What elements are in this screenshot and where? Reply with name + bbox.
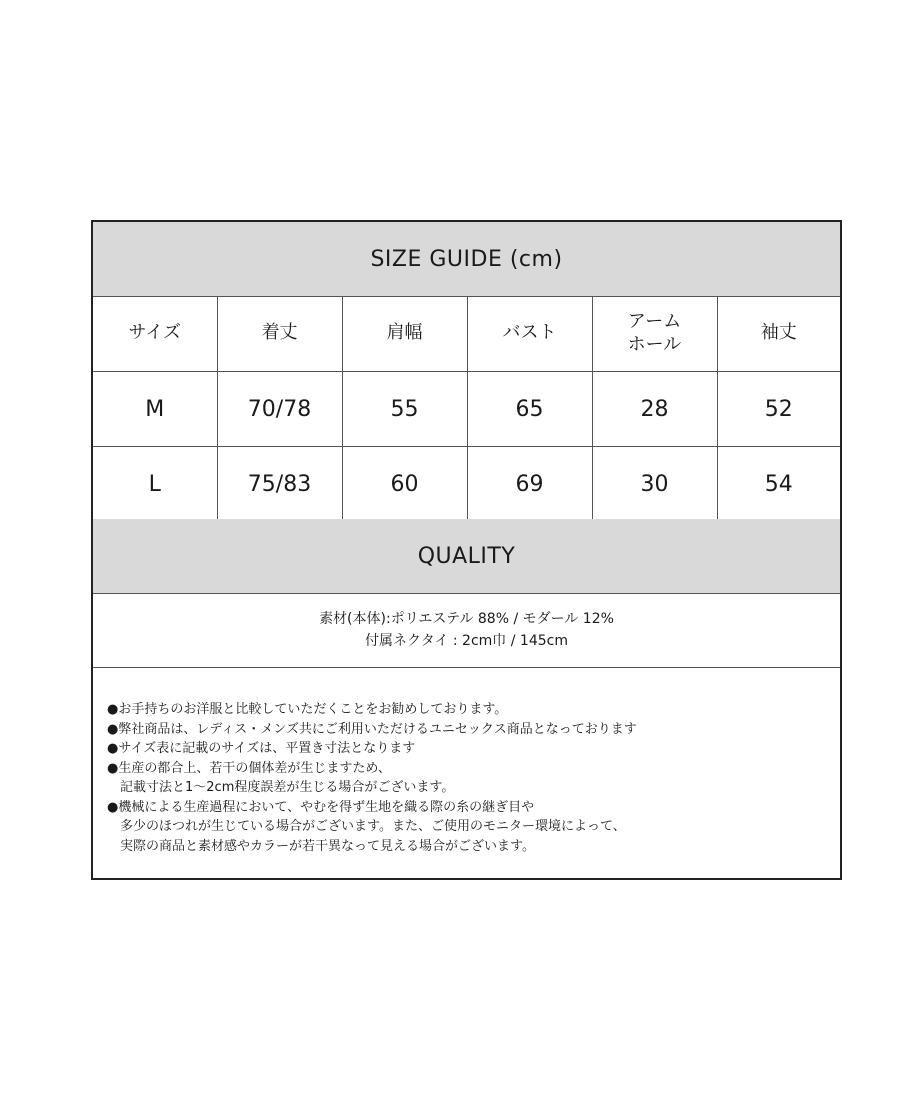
header-length: 着丈 <box>217 296 342 372</box>
cell-length: 70/78 <box>217 372 342 447</box>
cell-armhole: 30 <box>592 447 717 522</box>
note-line: 多少のほつれが生じている場合がございます。また、ご使用のモニター環境によって、 <box>120 819 626 834</box>
size-label: L <box>93 447 217 522</box>
accessory-text: 付属ネクタイ : 2cm巾 / 145cm <box>365 633 568 649</box>
notes-list <box>107 700 826 856</box>
cell-bust: 69 <box>467 447 592 522</box>
quality-details <box>93 593 840 668</box>
cell-sleeve: 52 <box>717 372 840 447</box>
header-size: サイズ <box>93 296 217 372</box>
header-armhole: アーム ホール <box>592 296 717 372</box>
note-line: ●お手持ちのお洋服と比較していただくことをお勧めしております。 <box>107 702 508 717</box>
size-guide-title: SIZE GUIDE (cm) <box>93 222 840 297</box>
table-row <box>93 447 840 522</box>
cell-sleeve: 54 <box>764 471 793 497</box>
note-line: ●機械による生産過程において、やむを得ず生地を織る際の糸の継ぎ目や <box>107 799 535 815</box>
cell-shoulder: 55 <box>342 372 467 447</box>
cell-bust: 65 <box>467 372 592 447</box>
note-line: ●生産の都合上、若干の個体差が生じますため、 <box>107 760 391 776</box>
cell-shoulder: 60 <box>342 447 467 522</box>
header-sleeve: 袖丈 <box>717 296 840 372</box>
size-guide-frame <box>91 220 842 880</box>
note-line: ●サイズ表に記載のサイズは、平置き寸法となります <box>107 741 416 756</box>
cell-armhole: 28 <box>592 372 717 447</box>
header-bust: バスト <box>467 296 592 372</box>
table-row <box>93 372 840 447</box>
note-line: 実際の商品と素材感やカラーが若干異なって見える場合がございます。 <box>120 838 535 854</box>
size-table-header-row <box>93 296 840 372</box>
header-shoulder: 肩幅 <box>342 296 467 372</box>
note-line: ●弊社商品は、レディス・メンズ共にご利用いただけるユニセックス商品となっております <box>107 721 637 737</box>
quality-title: QUALITY <box>93 519 840 594</box>
size-table <box>93 296 840 521</box>
cell-length: 75/83 <box>217 447 342 522</box>
material-text: 素材(本体):ポリエステル 88% / モダール 12% <box>319 611 614 627</box>
note-line: 記載寸法と1～2cm程度誤差が生じる場合がございます。 <box>120 780 455 795</box>
size-label: M <box>93 372 217 447</box>
